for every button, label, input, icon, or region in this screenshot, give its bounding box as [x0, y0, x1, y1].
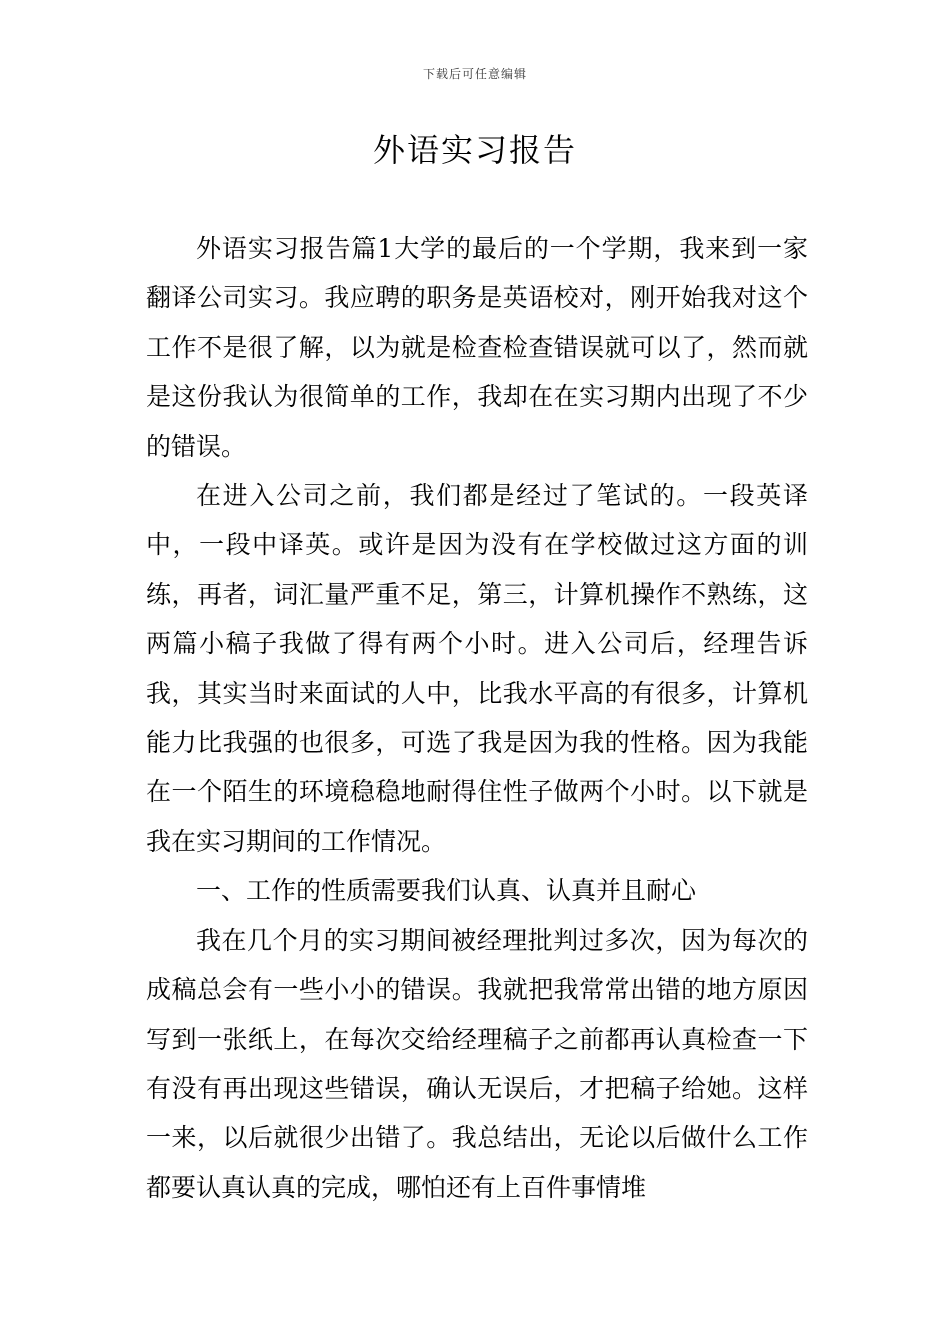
document-body: [146, 224, 808, 1212]
body-paragraph: 在进入公司之前，我们都是经过了笔试的。一段英译中，一段中译英。或许是因为没有在学校做过这方面的训练，再者，词汇量严重不足，第三，计算机操作不熟练，这两篇小稿子我做了得有两个小时。进入公司后，经理告诉我，其实当时来面试的人中，比我水平高的有很多，计算机能力比我强的也很多，可选了我是因为我的性格。因为我能在一个陌生的环境稳稳地耐得住性子做两个小时。以下就是我在实习期间的工作情况。: [146, 481, 808, 856]
document-title: 外语实习报告: [372, 131, 577, 169]
section-heading: 一、工作的性质需要我们认真、认真并且耐心: [196, 876, 697, 906]
body-paragraph: 外语实习报告篇1大学的最后的一个学期，我来到一家翻译公司实习。我应聘的职务是英语校对，刚开始我对这个工作不是很了解，以为就是检查检查错误就可以了，然而就是这份我认为很简单的工作，我却在在实习期内出现了不少的错误。: [146, 234, 808, 461]
body-paragraph: 我在几个月的实习期间被经理批判过多次，因为每次的成稿总会有一些小小的错误。我就把我常常出错的地方原因写到一张纸上，在每次交给经理稿子之前都再认真检查一下有没有再出现这些错误，确认无误后，才把稿子给她。这样一来，以后就很少出错了。我总结出，无论以后做什么工作都要认真认真的完成，哪怕还有上百件事情堆: [146, 925, 808, 1202]
page-header-note: 下载后可任意编辑: [422, 67, 527, 81]
